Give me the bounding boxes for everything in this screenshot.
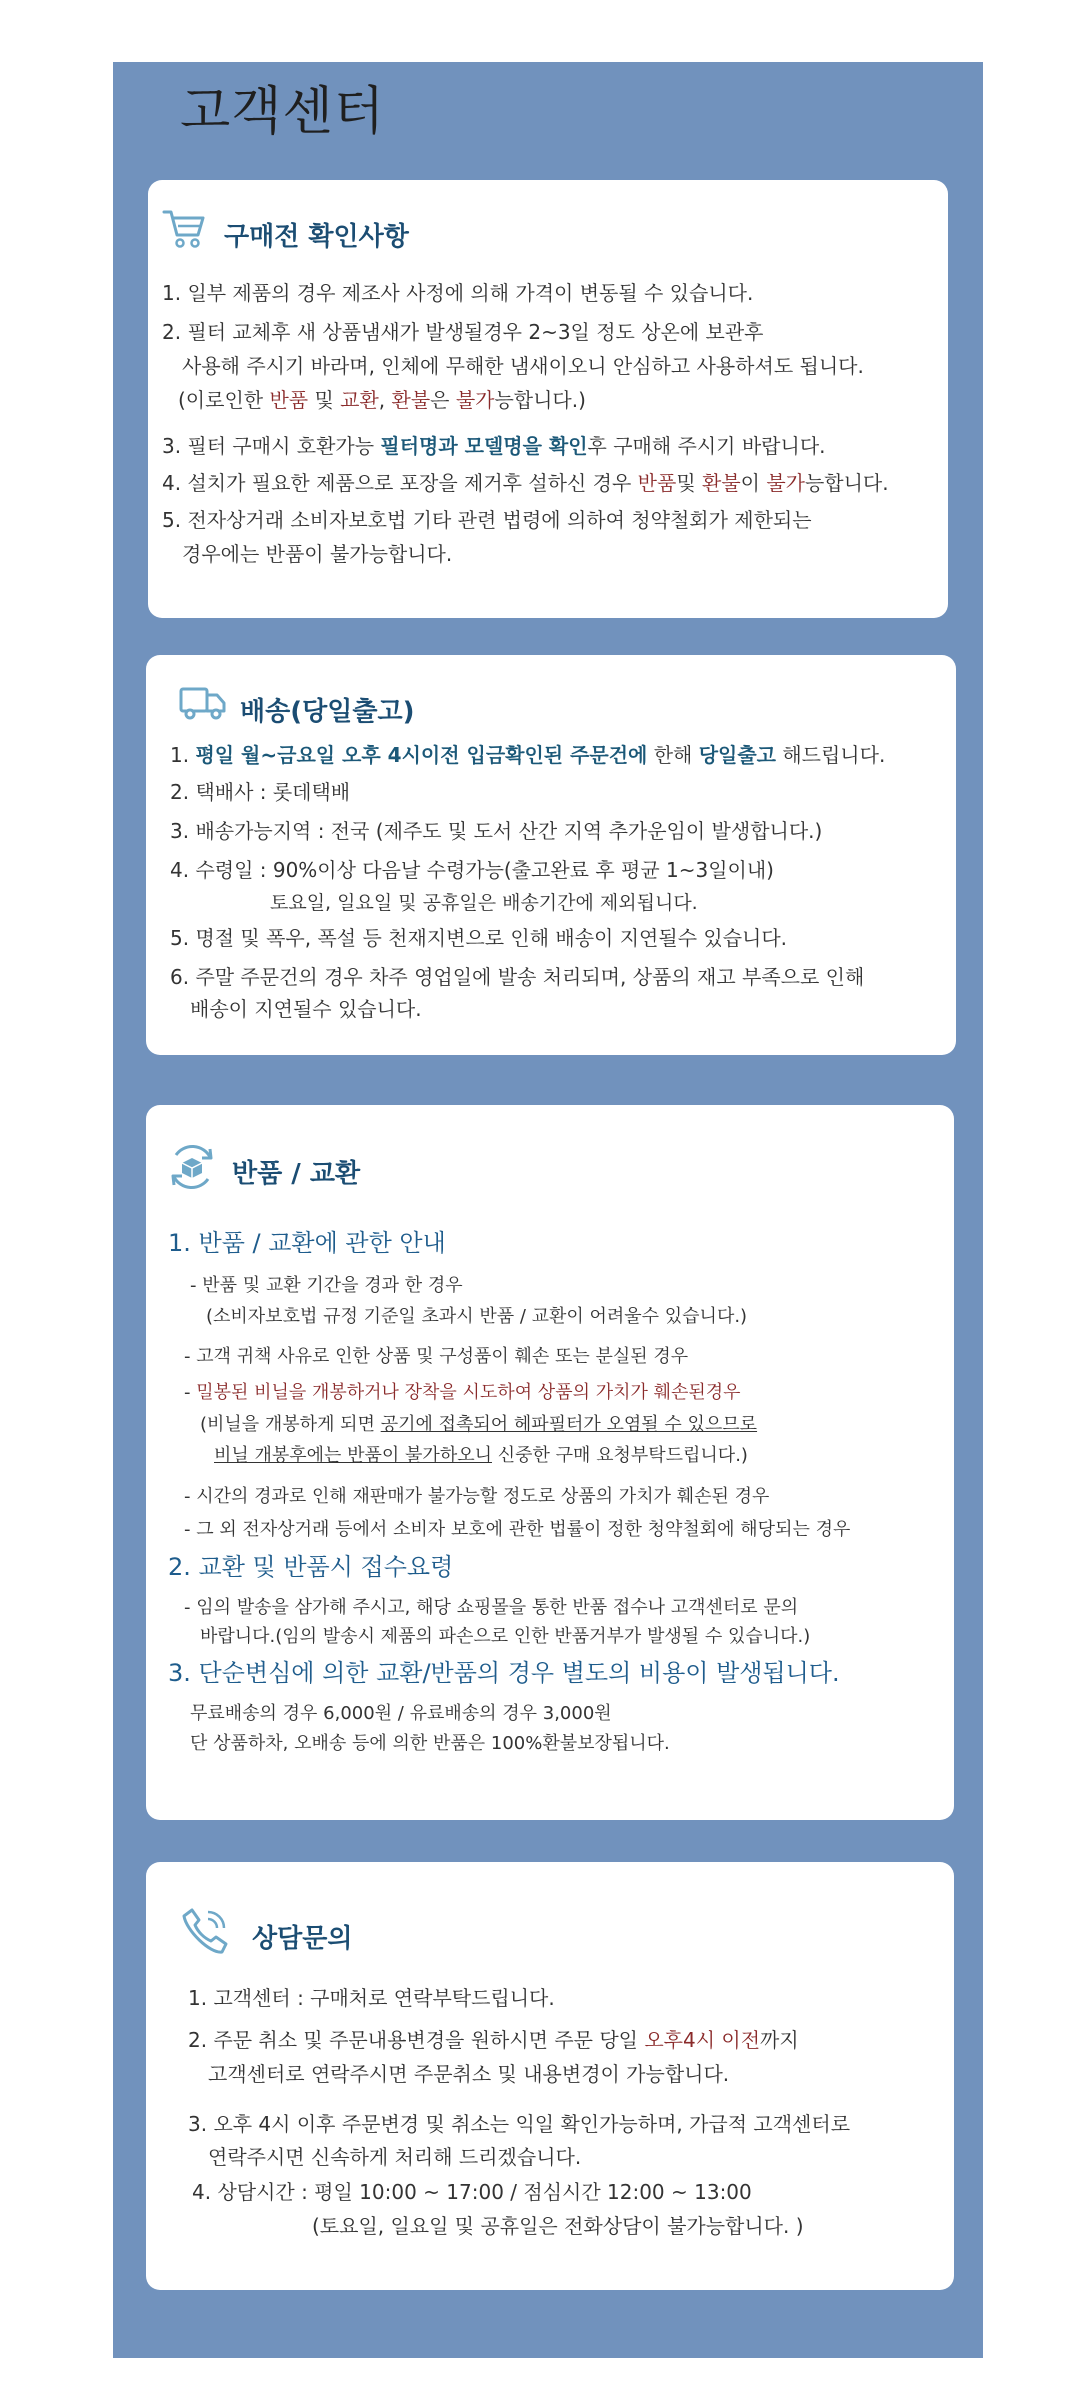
list-item: (토요일, 일요일 및 공휴일은 전화상담이 불가능합니다. ) bbox=[312, 2214, 804, 2238]
list-item: (소비자보호법 규정 기준일 초과시 반품 / 교환이 어려울수 있습니다.) bbox=[206, 1306, 748, 1327]
list-item: 1. 일부 제품의 경우 제조사 사정에 의해 가격이 변동될 수 있습니다. bbox=[162, 281, 754, 305]
returns-card bbox=[146, 1105, 954, 1820]
list-item: 1. 평일 월~금요일 오후 4시이전 입금확인된 주문건에 한해 당일출고 해드립니다. bbox=[170, 743, 886, 767]
page-title: 고객센터 bbox=[180, 82, 385, 142]
list-item: 비닐 개봉후에는 반품이 불가하오니 신중한 구매 요청부탁드립니다.) bbox=[214, 1445, 748, 1466]
list-item: - 밀봉된 비닐을 개봉하거나 장착을 시도하여 상품의 가치가 훼손된경우 bbox=[184, 1382, 741, 1403]
list-item: 3. 필터 구매시 호환가능 필터명과 모델명을 확인후 구매해 주시기 바랍니다. bbox=[162, 434, 826, 458]
shipping-card bbox=[146, 655, 956, 1055]
truck-icon bbox=[178, 683, 228, 727]
list-item: 토요일, 일요일 및 공휴일은 배송기간에 제외됩니다. bbox=[270, 892, 698, 914]
returns-title: 반품 / 교환 bbox=[232, 1159, 361, 1189]
list-item: 3. 배송가능지역 : 전국 (제주도 및 도서 산간 지역 추가운임이 발생합니다.) bbox=[170, 819, 823, 843]
exchange-box-icon bbox=[166, 1141, 218, 1197]
contact-card bbox=[146, 1862, 954, 2290]
list-item: 5. 명절 및 폭우, 폭설 등 천재지변으로 인해 배송이 지연될수 있습니다. bbox=[170, 926, 788, 950]
list-item: 6. 주말 주문건의 경우 차주 영업일에 발송 처리되며, 상품의 재고 부족으로 인해 bbox=[170, 965, 865, 989]
list-item: 4. 수령일 : 90%이상 다음날 수령가능(출고완료 후 평균 1~3일이내) bbox=[170, 858, 774, 882]
list-item: 2. 택배사 : 롯데택배 bbox=[170, 780, 351, 804]
list-item: 경우에는 반품이 불가능합니다. bbox=[182, 542, 453, 566]
list-item: - 임의 발송을 삼가해 주시고, 해당 쇼핑몰을 통한 반품 접수나 고객센터로 문의 bbox=[184, 1597, 799, 1618]
section-heading: 2. 교환 및 반품시 접수요령 bbox=[168, 1553, 454, 1581]
list-item: 고객센터로 연락주시면 주문취소 및 내용변경이 가능합니다. bbox=[208, 2062, 730, 2086]
list-item: 배송이 지연될수 있습니다. bbox=[190, 997, 422, 1021]
list-item: 4. 상담시간 : 평일 10:00 ~ 17:00 / 점심시간 12:00 ~ 13:00 bbox=[192, 2180, 752, 2204]
shipping-title: 배송(당일출고) bbox=[240, 697, 415, 727]
list-item: 연락주시면 신속하게 처리해 드리겠습니다. bbox=[208, 2145, 582, 2169]
list-item: 단 상품하차, 오배송 등에 의한 반품은 100%환불보장됩니다. bbox=[190, 1733, 670, 1754]
list-item: 2. 주문 취소 및 주문내용변경을 원하시면 주문 당일 오후4시 이전까지 bbox=[188, 2028, 799, 2052]
list-item: 무료배송의 경우 6,000원 / 유료배송의 경우 3,000원 bbox=[190, 1703, 612, 1724]
list-item: 바랍니다.(임의 발송시 제품의 파손으로 인한 반품거부가 발생될 수 있습니다.) bbox=[200, 1626, 811, 1647]
section-heading: 1. 반품 / 교환에 관한 안내 bbox=[168, 1229, 446, 1257]
list-item: 4. 설치가 필요한 제품으로 포장을 제거후 설하신 경우 반품및 환불이 불가능합니다. bbox=[162, 471, 889, 495]
pre-purchase-card bbox=[148, 180, 948, 618]
list-item: 사용해 주시기 바라며, 인체에 무해한 냄새이오니 안심하고 사용하셔도 됩니다. bbox=[182, 354, 864, 378]
list-item: - 시간의 경과로 인해 재판매가 불가능할 정도로 상품의 가치가 훼손된 경우 bbox=[184, 1486, 770, 1507]
list-item: 2. 필터 교체후 새 상품냄새가 발생될경우 2~3일 정도 상온에 보관후 bbox=[162, 320, 764, 344]
list-item: (이로인한 반품 및 교환, 환불은 불가능합니다.) bbox=[178, 388, 586, 412]
pre-purchase-title: 구매전 확인사항 bbox=[224, 222, 409, 252]
list-item: 1. 고객센터 : 구매처로 연락부탁드립니다. bbox=[188, 1986, 555, 2010]
list-item: - 고객 귀책 사유로 인한 상품 및 구성품이 훼손 또는 분실된 경우 bbox=[184, 1346, 689, 1367]
list-item: - 반품 및 교환 기간을 경과 한 경우 bbox=[190, 1275, 463, 1296]
list-item: (비닐을 개봉하게 되면 공기에 접촉되어 헤파필터가 오염될 수 있으므로 bbox=[200, 1414, 758, 1435]
list-item: 3. 오후 4시 이후 주문변경 및 취소는 익일 확인가능하며, 가급적 고객센터로 bbox=[188, 2112, 851, 2136]
cart-icon bbox=[162, 206, 206, 254]
phone-icon bbox=[178, 1904, 232, 1962]
section-heading: 3. 단순변심에 의한 교환/반품의 경우 별도의 비용이 발생됩니다. bbox=[168, 1659, 840, 1687]
contact-title: 상담문의 bbox=[252, 1924, 353, 1954]
list-item: 5. 전자상거래 소비자보호법 기타 관련 법령에 의하여 청약철회가 제한되는 bbox=[162, 508, 812, 532]
list-item: - 그 외 전자상거래 등에서 소비자 보호에 관한 법률이 정한 청약철회에 해당되는 경우 bbox=[184, 1519, 851, 1540]
